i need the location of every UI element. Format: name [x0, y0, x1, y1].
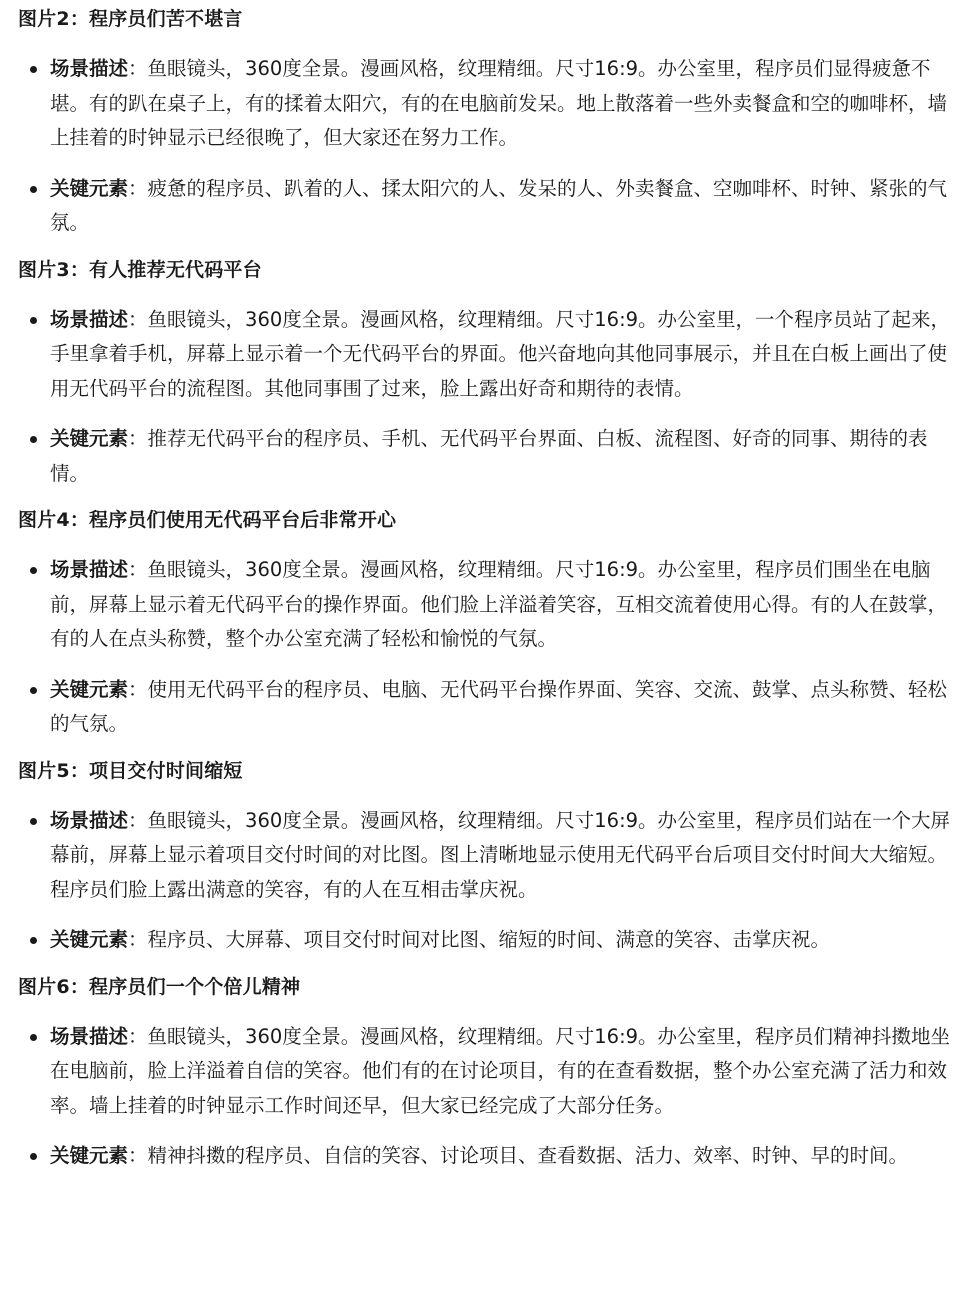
- item-label: 场景描述: [50, 57, 129, 80]
- item-text: 程序员、大屏幕、项目交付时间对比图、缩短的时间、满意的笑容、击掌庆祝。: [147, 928, 831, 951]
- section-image-4: [18, 503, 958, 742]
- list-item: [18, 1020, 958, 1124]
- bullet-icon: [30, 436, 37, 443]
- list-item: [18, 52, 958, 156]
- bullet-list: [18, 303, 958, 492]
- item-separator: ：: [128, 677, 148, 701]
- item-label: 场景描述: [50, 307, 129, 331]
- section-title: 图片4：程序员们使用无代码平台后非常开心: [18, 509, 397, 531]
- item-text: 鱼眼镜头，360度全景。漫画风格，纹理精细。尺寸16:9。办公室里，程序员们站在一个大屏幕前，屏幕上显示着项目交付时间的对比图。图上清晰地显示使用无代码平台后项目交付时间大大缩短。程序员们脸上露出满意的笑容，有的人在互相击掌庆祝。: [50, 808, 951, 901]
- item-text: 精神抖擞的程序员、自信的笑容、讨论项目、查看数据、活力、效率、时钟、早的时间。: [147, 1144, 909, 1167]
- section-image-3: [18, 253, 958, 492]
- item-label: 关键元素: [50, 928, 129, 951]
- item-label: 关键元素: [50, 176, 129, 200]
- bullet-list: [18, 804, 958, 958]
- item-text: 鱼眼镜头，360度全景。漫画风格，纹理精细。尺寸16:9。办公室里，程序员们精神抖擞地坐在电脑前，脸上洋溢着自信的笑容。他们有的在讨论项目，有的在查看数据，整个办公室充满了活力和效率。墙上挂着的时钟显示工作时间还早，但大家已经完成了大部分任务。: [50, 1024, 951, 1117]
- item-separator: ：: [128, 57, 148, 80]
- bullet-icon: [30, 567, 37, 574]
- item-separator: ：: [128, 307, 148, 331]
- section-title: 图片2：程序员们苦不堪言: [18, 8, 243, 30]
- item-separator: ：: [128, 1024, 148, 1048]
- item-text: 鱼眼镜头，360度全景。漫画风格，纹理精细。尺寸16:9。办公室里，程序员们显得疲惫不堪。有的趴在桌子上，有的揉着太阳穴，有的在电脑前发呆。地上散落着一些外卖餐盒和空的咖啡杯，墙上挂着的时钟显示已经很晚了，但大家还在努力工作。: [50, 57, 948, 149]
- list-item: [18, 673, 958, 742]
- item-label: 场景描述: [50, 808, 129, 832]
- bullet-icon: [30, 818, 37, 825]
- bullet-icon: [30, 937, 37, 944]
- item-separator: ：: [128, 808, 148, 832]
- bullet-icon: [30, 687, 37, 694]
- bullet-icon: [30, 66, 37, 73]
- section-title: 图片3：有人推荐无代码平台: [18, 258, 262, 281]
- item-label: 关键元素: [50, 1144, 129, 1167]
- item-separator: ：: [128, 176, 148, 200]
- item-separator: ：: [128, 427, 148, 450]
- item-text: 疲惫的程序员、趴着的人、揉太阳穴的人、发呆的人、外卖餐盒、空咖啡杯、时钟、紧张的气氛。: [50, 176, 948, 234]
- item-separator: ：: [128, 558, 148, 581]
- list-item: [18, 804, 958, 908]
- section-image-2: [18, 2, 958, 241]
- bullet-icon: [30, 1153, 37, 1160]
- bullet-icon: [30, 317, 37, 324]
- item-separator: ：: [128, 928, 148, 951]
- section-title: 图片6：程序员们一个个倍儿精神: [18, 975, 301, 998]
- bullet-icon: [30, 1034, 37, 1041]
- bullet-list: [18, 1020, 958, 1174]
- bullet-icon: [30, 186, 37, 193]
- list-item: [18, 553, 958, 657]
- item-label: 场景描述: [50, 1024, 129, 1048]
- item-text: 鱼眼镜头，360度全景。漫画风格，纹理精细。尺寸16:9。办公室里，程序员们围坐在电脑前，屏幕上显示着无代码平台的操作界面。他们脸上洋溢着笑容，互相交流着使用心得。有的人在鼓掌，有的人在点头称赞，整个办公室充满了轻松和愉悦的气氛。: [50, 558, 948, 650]
- list-item: [18, 422, 958, 491]
- bullet-list: [18, 52, 958, 241]
- section-image-6: [18, 970, 958, 1174]
- item-text: 使用无代码平台的程序员、电脑、无代码平台操作界面、笑容、交流、鼓掌、点头称赞、轻松的气氛。: [50, 677, 948, 735]
- section-title: 图片5：项目交付时间缩短: [18, 759, 243, 782]
- list-item: [18, 923, 958, 958]
- item-separator: ：: [128, 1144, 148, 1167]
- list-item: [18, 172, 958, 241]
- item-label: 关键元素: [50, 677, 129, 701]
- section-image-5: [18, 754, 958, 958]
- list-item: [18, 1139, 958, 1174]
- item-text: 推荐无代码平台的程序员、手机、无代码平台界面、白板、流程图、好奇的同事、期待的表情。: [50, 427, 928, 485]
- bullet-list: [18, 553, 958, 742]
- item-label: 场景描述: [50, 558, 129, 581]
- item-label: 关键元素: [50, 427, 129, 450]
- item-text: 鱼眼镜头，360度全景。漫画风格，纹理精细。尺寸16:9。办公室里，一个程序员站了起来，手里拿着手机，屏幕上显示着一个无代码平台的界面。他兴奋地向其他同事展示，并且在白板上画出了使用无代码平台的流程图。其他同事围了过来，脸上露出好奇和期待的表情。: [50, 307, 951, 400]
- list-item: [18, 303, 958, 407]
